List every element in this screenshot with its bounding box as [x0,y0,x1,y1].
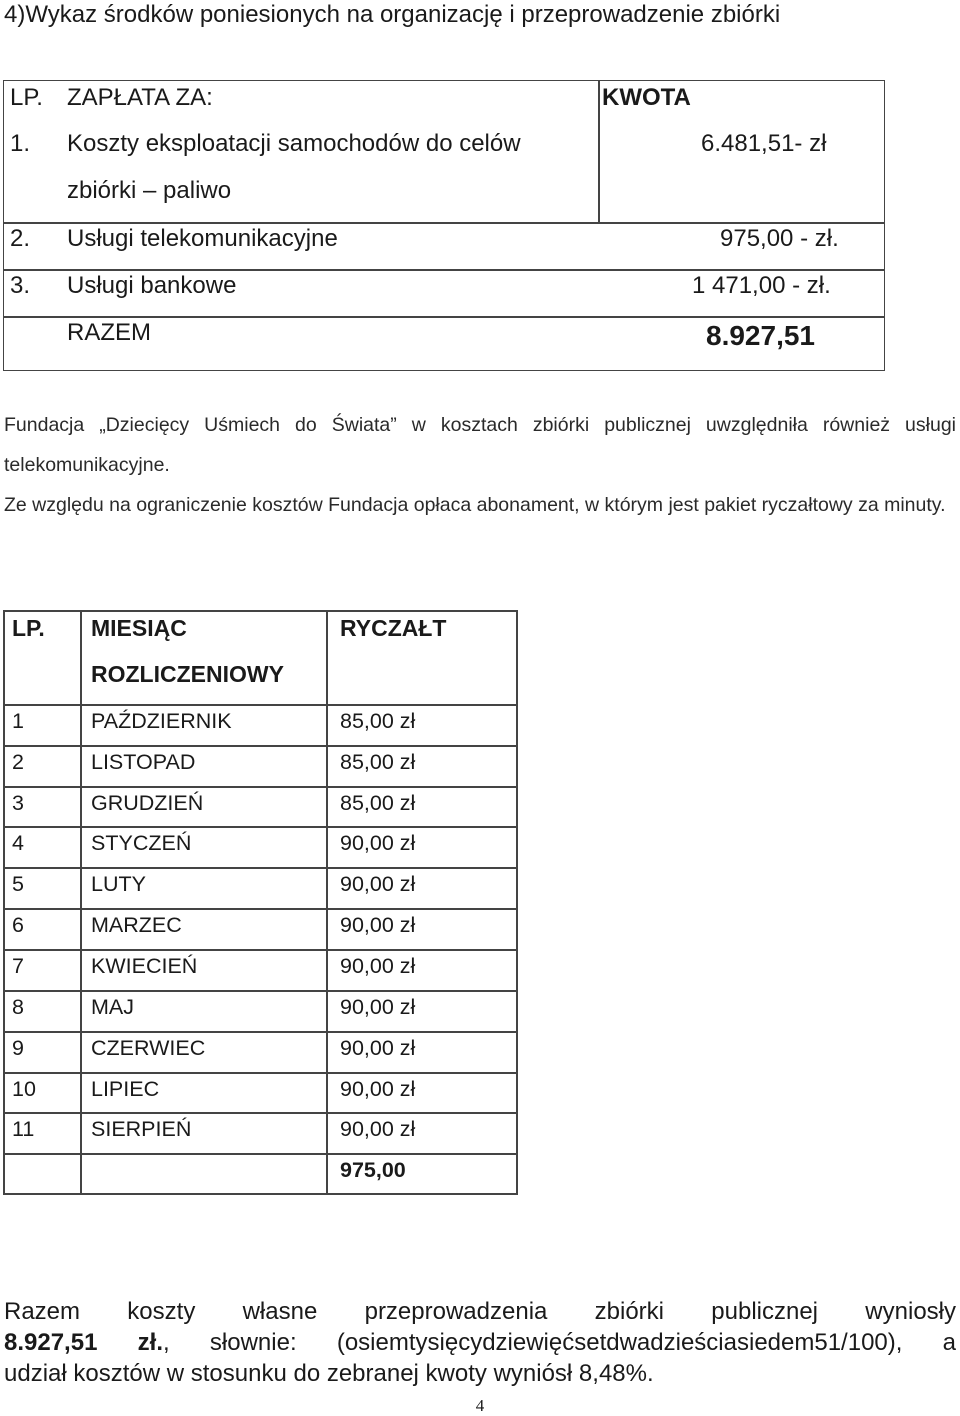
table-border [516,610,518,1195]
row-amount: 90,00 zł [340,831,416,855]
header-amount: KWOTA [602,84,691,111]
header-lp: LP. [10,84,43,111]
summary-line: Razem koszty własne przeprowadzenia zbiórki publicznej wyniosły [4,1298,956,1325]
row-lp: 2 [12,750,24,774]
row-month: KWIECIEŃ [91,954,198,978]
row-amount: 6.481,51- zł [701,130,827,157]
flat-rate-table [3,610,518,1195]
row-month: MARZEC [91,913,182,937]
column-divider [326,610,328,1195]
total-amount: 975,00 [340,1158,406,1182]
row-month: SIERPIEŃ [91,1117,192,1141]
row-divider [3,990,518,992]
row-lp: 5 [12,872,24,896]
row-lp: 4 [12,831,24,855]
total-label: RAZEM [67,319,151,346]
table-border [3,610,5,1195]
summary-line: udział kosztów w stosunku do zebranej kwoty wyniósł 8,48%. [4,1360,654,1387]
summary-line [4,1327,956,1358]
row-amount: 90,00 zł [340,954,416,978]
row-divider [3,1153,518,1155]
row-amount: 90,00 zł [340,1117,416,1141]
row-divider [3,786,518,788]
costs-table [3,80,885,371]
row-amount: 90,00 zł [340,1036,416,1060]
row-month: PAŹDZIERNIK [91,709,232,733]
row-lp: 1. [10,130,31,157]
row-lp: 11 [12,1117,35,1141]
row-amount: 85,00 zł [340,709,416,733]
section-heading: 4)Wykaz środków poniesionych na organizację i przeprowadzenie zbiórki [4,1,781,28]
header-month: MIESIĄC [91,615,187,641]
row-amount: 975,00 - zł. [720,225,839,252]
row-divider [3,826,518,828]
summary-paragraph [4,1296,956,1389]
row-divider [3,610,518,612]
row-amount: 85,00 zł [340,791,416,815]
row-month: LUTY [91,872,146,896]
row-lp: 8 [12,995,24,1019]
row-amount: 1 471,00 - zł. [692,272,831,299]
column-divider [80,610,82,1195]
header-payment: ZAPŁATA ZA: [67,84,213,111]
row-lp: 3 [12,791,24,815]
row-amount: 90,00 zł [340,995,416,1019]
header-lp: LP. [12,615,45,641]
row-amount: 90,00 zł [340,913,416,937]
row-item: Usługi bankowe [67,272,237,299]
row-lp: 6 [12,913,24,937]
row-lp: 10 [12,1077,36,1101]
row-item: Usługi telekomunikacyjne [67,225,338,252]
row-month: LISTOPAD [91,750,196,774]
row-divider [3,704,518,706]
row-divider [3,1031,518,1033]
row-divider [3,1112,518,1114]
row-lp: 7 [12,954,24,978]
row-item: Koszty eksploatacji samochodów do celów [67,130,521,157]
total-amount: 8.927,51 [706,320,815,351]
summary-amount: 8.927,51 [4,1329,98,1356]
row-month: LIPIEC [91,1077,160,1101]
row-month: CZERWIEC [91,1036,206,1060]
paragraph-telecom: Fundacja „Dziecięcy Uśmiech do Świata” w kosztach zbiórki publicznej uwzględniła również usługi telekomunikacyjne. [4,414,956,476]
header-flat-rate: RYCZAŁT [340,615,447,641]
row-month: STYCZEŃ [91,831,192,855]
header-month-cont: ROZLICZENIOWY [91,661,284,687]
summary-currency: zł. [97,1329,163,1356]
row-month: GRUDZIEŃ [91,791,204,815]
row-lp: 9 [12,1036,24,1060]
row-divider [3,1193,518,1195]
row-lp: 1 [12,709,24,733]
page-number: 4 [475,1396,485,1415]
paragraph-subscription: Ze względu na ograniczenie kosztów Fundacja opłaca abonament, w którym jest pakiet ryczałtowy za minuty. [4,494,946,516]
row-divider [3,908,518,910]
row-lp: 3. [10,272,31,299]
row-divider [3,867,518,869]
row-lp: 2. [10,225,31,252]
summary-words: , słownie: (osiemtysięcydziewięćsetdwadzieściasiedem51/100), a [163,1329,956,1356]
row-divider [3,1072,518,1074]
column-divider [598,81,600,222]
row-divider [3,745,518,747]
row-item-cont: zbiórki – paliwo [67,177,232,204]
row-month: MAJ [91,995,134,1019]
row-divider [3,949,518,951]
row-amount: 85,00 zł [340,750,416,774]
row-amount: 90,00 zł [340,1077,416,1101]
row-amount: 90,00 zł [340,872,416,896]
